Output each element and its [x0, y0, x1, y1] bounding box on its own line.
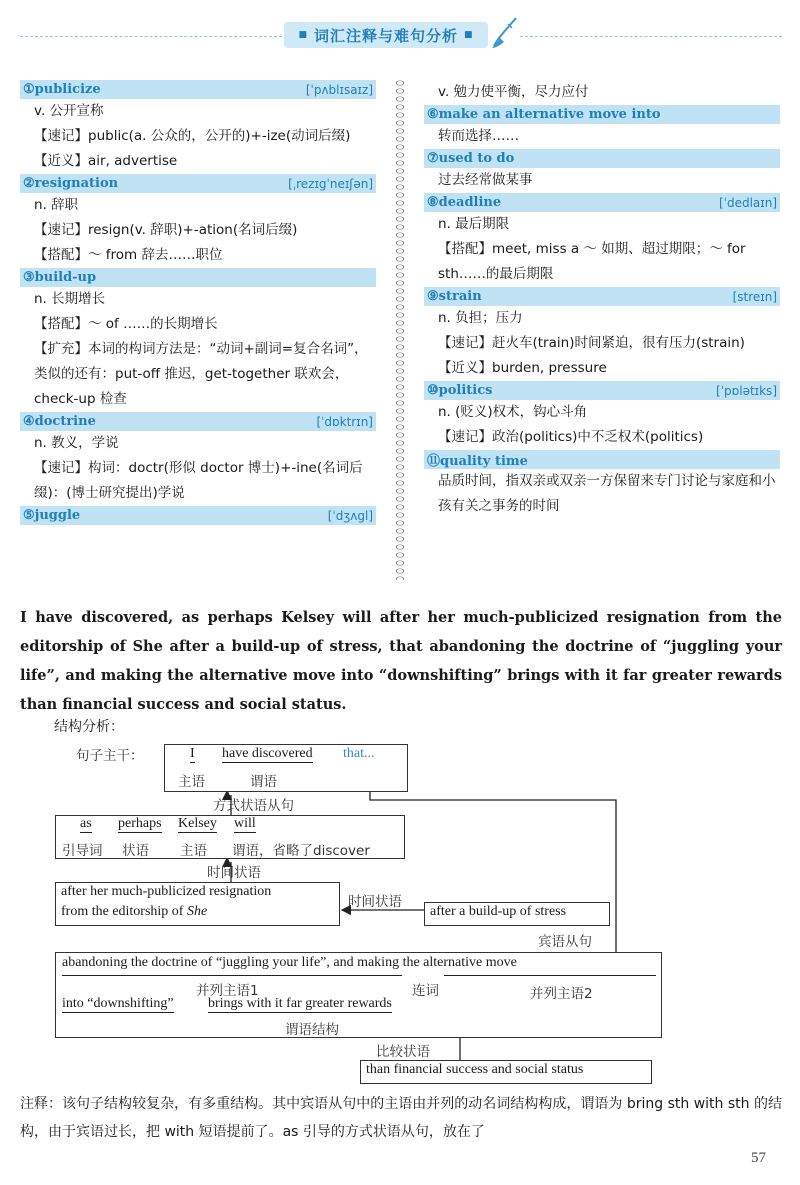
after-resignation-line1: after her much-publicized resignation: [61, 884, 272, 899]
time-adverbial-label-2: 时间状语: [348, 894, 402, 910]
vocab-number: ⑤: [23, 508, 35, 523]
vocab-line: 【速记】public(a. 公众的，公开的)+-ize(动词后缀): [34, 128, 351, 144]
page-number: 57: [751, 1150, 766, 1166]
section-title: 词汇注释与难句分析: [313, 26, 458, 45]
vocab-phonetic: [ˈpɒlətɪks]: [716, 383, 777, 398]
underline-gerund2: [444, 975, 656, 976]
main-predicate-label: 谓语: [250, 774, 277, 790]
manner-clause-label: 方式状语从句: [213, 798, 294, 814]
vocab-line: 【搭配】～ of ……的长期增长: [34, 316, 218, 332]
bullet-icon: ■: [464, 30, 474, 40]
vocab-line: 品质时间，指双亲或双亲一方保留来专门讨论与家庭和小孩有关之事务的时间: [438, 473, 776, 514]
vocab-phonetic: [ˈpʌblɪsaɪz]: [305, 82, 373, 97]
vocab-word: deadline: [438, 195, 502, 210]
subject-label: 主语: [180, 843, 207, 859]
vocab-line: 【近义】burden, pressure: [438, 360, 607, 376]
vocab-word: politics: [438, 383, 493, 398]
word-kelsey: Kelsey: [178, 816, 217, 831]
vocab-word: strain: [438, 289, 482, 304]
vocab-line: n. 最后期限: [438, 216, 510, 232]
parallel-subject-1-label: 并列主语1: [196, 983, 259, 999]
vocab-line: n. 长期增长: [34, 291, 106, 307]
after-stress: after a build-up of stress: [430, 904, 567, 919]
word-will: will: [234, 816, 256, 831]
main-verb: have discovered: [222, 746, 313, 761]
conjunction-label: 连词: [412, 983, 439, 999]
magazine-she: She: [186, 904, 208, 919]
vocab-line: n. 负担；压力: [438, 310, 523, 326]
vocab-word: resignation: [34, 176, 119, 191]
predicate-omitted-label: 谓语，省略了discover: [232, 843, 370, 859]
parallel-subject-2-label: 并列主语2: [530, 986, 593, 1002]
vocab-line: v. 公开宣称: [34, 103, 104, 119]
vocab-word: juggle: [34, 508, 81, 523]
vocab-line: 【速记】resign(v. 辞职)+-ation(名词后缀): [34, 222, 298, 238]
vocab-line: 【扩充】本词的构词方法是：“动词+副词=复合名词”，类似的还有：put-off 推迟，get-together 联欢会，check-up 检查: [34, 341, 368, 407]
comparison-text: than financial success and social status: [366, 1062, 584, 1077]
vocab-line: 【搭配】～ from 辞去……职位: [34, 247, 223, 263]
vocab-number: ⑨: [427, 289, 439, 304]
vocab-number: ⑥: [427, 107, 439, 122]
vocab-word: publicize: [34, 82, 101, 97]
vocab-word: build-up: [34, 270, 97, 285]
vocab-word: doctrine: [34, 414, 96, 429]
vocab-number: ②: [23, 176, 35, 191]
bullet-icon: ■: [298, 30, 308, 40]
vocab-line: n. 教义，学说: [34, 435, 119, 451]
vocab-number: ④: [23, 414, 35, 429]
word-perhaps: perhaps: [118, 816, 162, 831]
vocab-number: ⑧: [427, 195, 439, 210]
intro-label: 引导词: [62, 843, 103, 859]
adverbial-label: 状语: [122, 843, 149, 859]
vocab-number: ⑩: [427, 383, 439, 398]
object-clause-label: 宾语从句: [538, 934, 592, 950]
vocab-phonetic: [streɪn]: [732, 289, 777, 304]
vocab-number: ③: [23, 270, 35, 285]
main-subject-label: 主语: [178, 774, 205, 790]
vocab-phonetic: [ˈdedlaɪn]: [718, 195, 777, 210]
object-clause-line1: abandoning the doctrine of “juggling your life”, and making the alternative move: [62, 955, 517, 970]
vocab-number: ①: [23, 82, 35, 97]
structure-label: 结构分析：: [54, 719, 124, 735]
main-subject: I: [190, 746, 195, 761]
vocab-word: used to do: [438, 151, 515, 166]
difficult-sentence: I have discovered, as perhaps Kelsey will after her much-publicized resignation from the editorship of She after a build-up of stress, that abandoning the doctrine of “juggling your life”, and making the alternative move into “downshifting” brings with it far greater rewards than financial success and social status.: [20, 609, 782, 713]
vocab-line: n. (贬义)权术，钩心斗角: [438, 404, 588, 420]
vocab-line: n. 辞职: [34, 197, 79, 213]
vocab-line: 转而选择……: [438, 128, 519, 144]
predicate-structure-label: 谓语结构: [285, 1022, 339, 1038]
vocab-number: ⑪: [427, 454, 441, 469]
vocab-phonetic: [ˌrezɪgˈneɪʃən]: [288, 176, 373, 191]
after-resignation-line2: [61, 904, 207, 920]
vocab-word: quality time: [440, 454, 528, 469]
vocab-line: v. 勉力使平衡，尽力应付: [438, 84, 589, 100]
vocab-phonetic: [ˈdʒʌgl]: [327, 508, 373, 523]
vocab-line: 【搭配】meet, miss a ～ 如期、超过期限；～ for sth……的最后期限: [438, 241, 746, 282]
vocab-phonetic: [ˈdɒktrɪn]: [316, 414, 373, 429]
comparison-label: 比较状语: [376, 1044, 430, 1060]
main-clause-label: 句子主干：: [76, 748, 144, 764]
object-clause-line2b: brings with it far greater rewards: [208, 996, 392, 1011]
vocab-number: ⑦: [427, 151, 439, 166]
vocab-line: 【速记】构词：doctr(形似 doctor 博士)+-ine(名词后缀)：(博士研究提出)学说: [34, 460, 363, 501]
object-clause-line2a: into “downshifting”: [62, 996, 174, 1011]
main-that: that...: [343, 746, 375, 761]
after-resignation-text: from the editorship of: [61, 904, 187, 919]
time-adverbial-label-1: 时间状语: [207, 865, 261, 881]
vocab-line: 【近义】air, advertise: [34, 153, 178, 169]
underline-gerund1: [62, 975, 402, 976]
note-paragraph: 注释：该句子结构较复杂，有多重结构。其中宾语从句中的主语由并列的动名词结构构成，谓语为 bring sth with sth 的结构，由于宾语过长，把 with 短语提前了。as 引导的方式状语从句，放在了: [20, 1096, 782, 1140]
vocab-word: make an alternative move into: [438, 107, 661, 122]
vocab-line: 【速记】赶火车(train)时间紧迫，很有压力(strain): [438, 335, 745, 351]
vocab-line: 过去经常做某事: [438, 172, 533, 188]
vocab-line: 【速记】政治(politics)中不乏权术(politics): [438, 429, 704, 445]
word-as: as: [80, 816, 92, 831]
